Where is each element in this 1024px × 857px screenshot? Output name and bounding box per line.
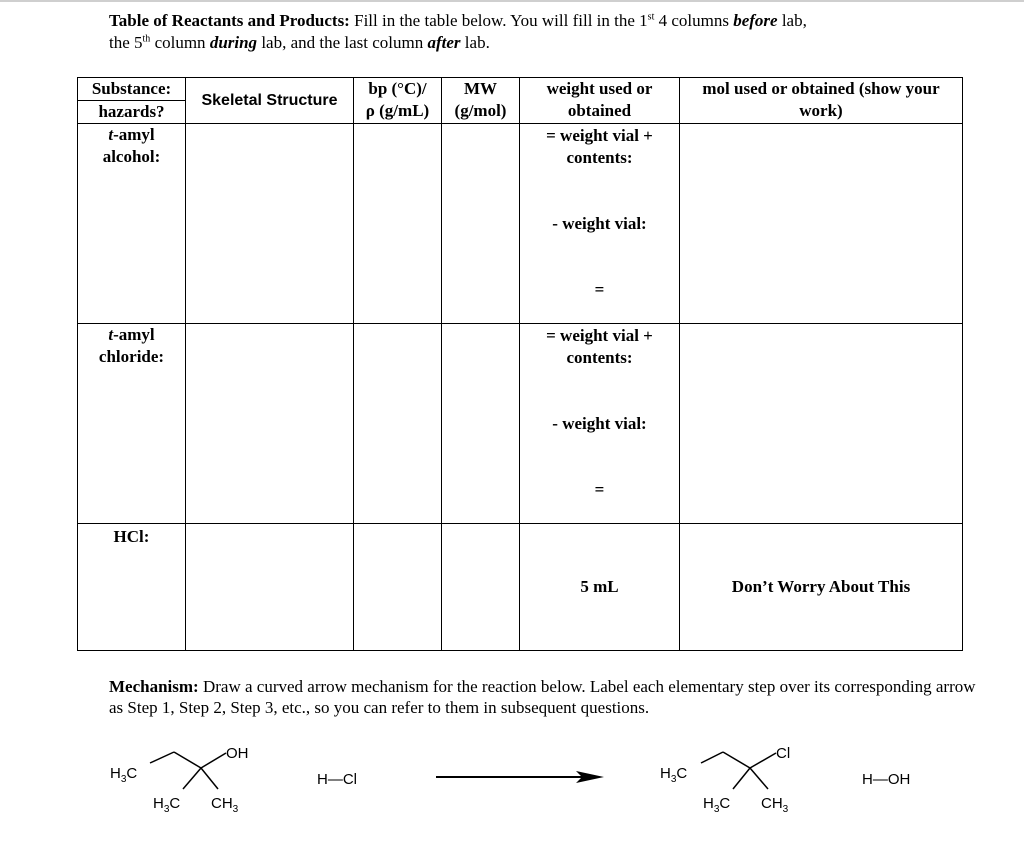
- mol-cell[interactable]: [680, 324, 963, 524]
- weight-line: = weight vial +: [546, 126, 653, 145]
- emphasis-during: during: [209, 33, 258, 52]
- header-hazards-label: hazards?: [98, 102, 165, 121]
- ch3-label: $CH_3$: [211, 795, 239, 815]
- weight-line: contents:: [566, 348, 633, 367]
- skeletal-cell[interactable]: [186, 324, 354, 524]
- header-mw: [442, 78, 520, 124]
- weight-line: - weight vial:: [552, 214, 647, 233]
- reaction-arrow: [436, 771, 604, 783]
- header-bp: [354, 78, 442, 124]
- table-row: [78, 124, 963, 324]
- weight-cell: 5 mL: [520, 524, 680, 651]
- substance-cell: [78, 324, 186, 524]
- h3c-label: $H_3C$: [110, 765, 138, 785]
- weight-line: =: [594, 280, 605, 299]
- instructions-text: Fill in the table below. You will fill in the 1: [349, 11, 648, 30]
- mw-cell[interactable]: [442, 324, 520, 524]
- mw-cell[interactable]: [442, 124, 520, 324]
- table-row: [78, 524, 963, 651]
- header-substance-label: Substance:: [78, 78, 185, 101]
- reagent-hcl: H—Cl: [317, 771, 357, 788]
- header-rho-label: ρ (g/mL): [365, 101, 430, 120]
- h3c-label: $H_3C$: [153, 795, 181, 815]
- h3c-label: $H_3C$: [703, 795, 731, 815]
- substance-name: -amyl: [113, 325, 155, 344]
- header-weight: weight used or obtained: [520, 78, 680, 124]
- instructions-text: lab.: [460, 33, 490, 52]
- emphasis-before: before: [733, 11, 778, 30]
- reactant-structure: [110, 745, 249, 815]
- table-row: [78, 324, 963, 524]
- instructions: [109, 10, 989, 54]
- substance-name: chloride:: [98, 347, 165, 366]
- weight-line: = weight vial +: [546, 326, 653, 345]
- bp-cell[interactable]: [354, 324, 442, 524]
- instructions-text: lab, and the last column: [257, 33, 428, 52]
- superscript: st: [647, 11, 655, 23]
- substance-name: -amyl: [113, 125, 155, 144]
- substance-cell: HCl:: [78, 524, 186, 651]
- mol-cell[interactable]: [680, 124, 963, 324]
- mechanism-instructions: [109, 676, 989, 718]
- instructions-text: column: [150, 33, 210, 52]
- bp-cell[interactable]: [354, 124, 442, 324]
- oh-label: OH: [226, 745, 249, 762]
- header-mol: mol used or obtained (show your work): [680, 78, 963, 124]
- instructions-title: Table of Reactants and Products:: [109, 11, 350, 30]
- reaction-scheme: [0, 735, 1024, 825]
- top-border: [0, 0, 1024, 2]
- mechanism-text: Draw a curved arrow mechanism for the reaction below. Label each elementary step over its corresponding arrow as Step 1, Step 2, Step 3, etc., so you can refer to them in subsequent questions.: [109, 677, 976, 717]
- instructions-text: 4 columns: [654, 11, 734, 30]
- weight-cell[interactable]: [520, 124, 680, 324]
- cl-label: Cl: [776, 745, 791, 762]
- substance-cell: [78, 124, 186, 324]
- header-mw-unit: (g/mol): [454, 101, 507, 120]
- weight-line: - weight vial:: [552, 414, 647, 433]
- header-bp-label: bp (°C)/: [368, 79, 427, 98]
- instructions-text: lab,: [777, 11, 807, 30]
- mechanism-label: Mechanism:: [109, 677, 199, 696]
- product-structure: [660, 745, 790, 815]
- superscript: th: [142, 33, 151, 45]
- substance-prefix: t: [108, 125, 114, 144]
- header-skeletal: Skeletal Structure: [186, 78, 354, 124]
- emphasis-after: after: [427, 33, 461, 52]
- instructions-text: the 5: [109, 33, 143, 52]
- reactants-products-table: [77, 77, 963, 651]
- mol-cell: Don’t Worry About This: [680, 524, 963, 651]
- substance-prefix: t: [108, 325, 114, 344]
- skeletal-cell[interactable]: [186, 524, 354, 651]
- header-substance: [78, 78, 186, 124]
- weight-cell[interactable]: [520, 324, 680, 524]
- weight-line: contents:: [566, 148, 633, 167]
- substance-name: alcohol:: [102, 147, 161, 166]
- ch3-label: $CH_3$: [761, 795, 789, 815]
- skeletal-cell[interactable]: [186, 124, 354, 324]
- header-mw-label: MW: [463, 79, 498, 98]
- byproduct-water: H—OH: [862, 771, 911, 788]
- weight-line: =: [594, 480, 605, 499]
- h3c-label: $H_3C$: [660, 765, 688, 785]
- mw-cell[interactable]: [442, 524, 520, 651]
- bp-cell[interactable]: [354, 524, 442, 651]
